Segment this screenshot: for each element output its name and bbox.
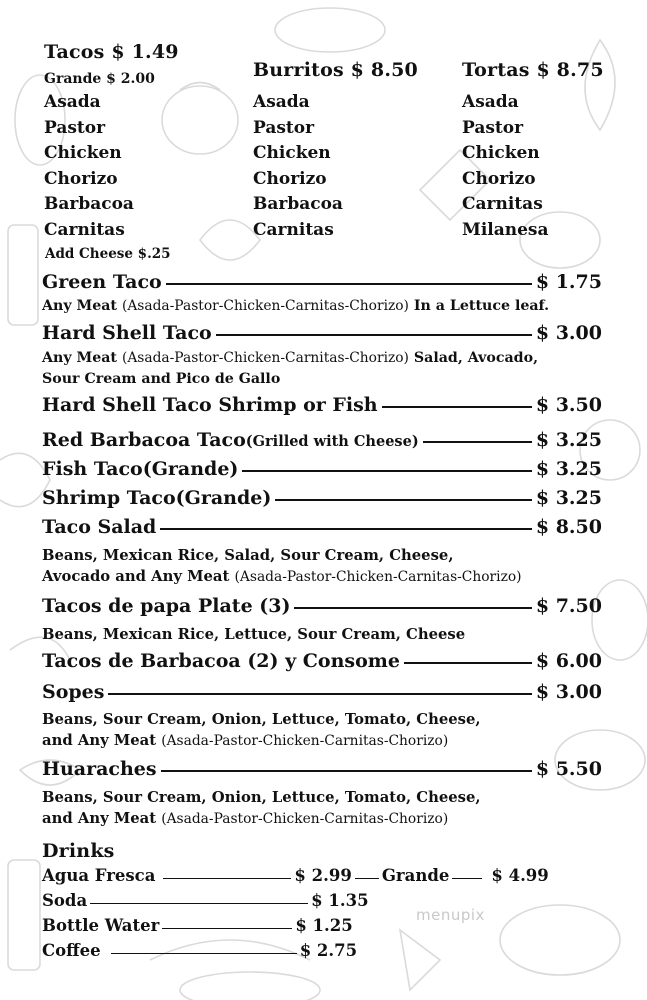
leader-line [111, 953, 297, 954]
list-item: Carnitas [253, 219, 334, 240]
list-item: Chorizo [44, 168, 118, 189]
item-name: Shrimp Taco(Grande) [42, 487, 272, 509]
taco-salad-desc: Beans, Mexican Rice, Salad, Sour Cream, Cheese, Avocado and Any Meat (Asada-Pastor-Chicken-Carnitas-Chorizo) [42, 547, 522, 585]
item-price: $ 3.00 [535, 322, 602, 344]
item-name: Taco Salad [42, 516, 157, 538]
list-item: Chicken [253, 143, 331, 163]
list-item: Carnitas [462, 194, 543, 214]
leader-line [452, 878, 482, 879]
leader-line [163, 878, 291, 879]
drink-price: $ 1.35 [311, 891, 369, 910]
menu-item-shrimp-taco [42, 487, 602, 509]
menu-item-huaraches [42, 758, 602, 780]
leader-line [382, 406, 532, 408]
menu-item-red-barbacoa [42, 429, 602, 451]
list-item: Pastor [253, 117, 315, 138]
list-item: Chicken [44, 143, 122, 163]
drink-name: Agua Fresca [42, 866, 156, 885]
leader-line [423, 441, 532, 443]
leader-line [404, 662, 532, 664]
drink-name: Bottle Water [42, 916, 160, 935]
list-item: Asada [462, 92, 519, 112]
leader-line [160, 528, 532, 530]
item-name: Sopes [42, 681, 105, 703]
tacos-de-papa-desc: Beans, Mexican Rice, Lettuce, Sour Cream, Cheese [42, 626, 466, 643]
drink-price: $ 2.75 [299, 941, 358, 960]
drink-price: $ 2.99 [294, 866, 352, 885]
item-name: Huaraches [42, 758, 157, 780]
menu-item-taco-salad [42, 516, 602, 538]
huaraches-desc: Beans, Sour Cream, Onion, Lettuce, Tomato, Cheese, and Any Meat (Asada-Pastor-Chicken-Carnitas-Chorizo) [42, 789, 481, 827]
list-item: Carnitas [44, 219, 125, 240]
menu-item-hard-shell-taco [42, 322, 602, 344]
list-item: Barbacoa [253, 194, 343, 214]
item-price: $ 3.25 [535, 458, 602, 480]
tacos-list [44, 90, 134, 243]
list-item: Pastor [462, 117, 524, 138]
leader-line [275, 499, 532, 501]
item-name: Fish Taco(Grande) [42, 458, 239, 480]
leader-line [108, 693, 531, 695]
leader-line [242, 470, 531, 472]
drink-grande-label: Grande [381, 866, 450, 885]
item-name: Hard Shell Taco Shrimp or Fish [42, 394, 378, 416]
tacos-title: Tacos $ 1.49 [44, 41, 179, 63]
list-item: Milanesa [462, 219, 549, 240]
item-name: Tacos de Barbacoa (2) y Consome [42, 650, 400, 672]
item-name: Red Barbacoa Taco(Grilled with Cheese) [42, 429, 419, 451]
hard-shell-desc: Any Meat (Asada-Pastor-Chicken-Carnitas-Chorizo) Salad, Avocado, Sour Cream and Pico de Gallo [42, 350, 539, 387]
menu-item-green-taco [42, 271, 602, 293]
drink-name: Coffee [42, 941, 101, 960]
item-price: $ 8.50 [535, 516, 602, 538]
item-price: $ 1.75 [535, 271, 602, 293]
tortas-title: Tortas $ 8.75 [462, 59, 604, 81]
list-item: Chorizo [253, 168, 327, 189]
leader-line [161, 770, 532, 772]
menu-item-fish-taco [42, 458, 602, 480]
drink-name: Soda [42, 891, 88, 910]
item-price: $ 3.25 [535, 429, 602, 451]
leader-line [90, 903, 308, 904]
leader-line [216, 334, 532, 336]
drink-bottle-water [42, 916, 353, 935]
list-item: Pastor [44, 117, 106, 138]
green-taco-desc: Any Meat (Asada-Pastor-Chicken-Carnitas-Chorizo) In a Lettuce leaf. [42, 298, 550, 314]
drink-price: $ 1.25 [295, 916, 353, 935]
list-item: Asada [44, 92, 101, 112]
menu-item-sopes [42, 681, 602, 703]
drinks-title: Drinks [42, 840, 115, 862]
drink-grande-price: $ 4.99 [491, 866, 549, 885]
item-price: $ 7.50 [535, 595, 602, 617]
list-item: Chicken [462, 143, 540, 163]
item-price: $ 3.50 [535, 394, 602, 416]
item-price: $ 6.00 [535, 650, 602, 672]
drink-soda [42, 891, 369, 910]
item-name: Hard Shell Taco [42, 322, 212, 344]
list-item: Barbacoa [44, 194, 134, 214]
burritos-list [253, 90, 343, 243]
item-price: $ 5.50 [535, 758, 602, 780]
tacos-grande-label: Grande $ 2.00 [44, 71, 155, 87]
item-price: $ 3.00 [535, 681, 602, 703]
item-name: Green Taco [42, 271, 162, 293]
menu-item-tacos-de-barbacoa [42, 650, 602, 672]
item-price: $ 3.25 [535, 487, 602, 509]
drink-agua-fresca [42, 866, 549, 885]
menu-item-tacos-de-papa [42, 595, 602, 617]
add-cheese-note: Add Cheese $.25 [45, 246, 171, 262]
burritos-title: Burritos $ 8.50 [253, 59, 418, 81]
list-item: Chorizo [462, 168, 536, 189]
list-item: Asada [253, 92, 310, 112]
leader-line [355, 878, 379, 879]
drink-coffee [42, 941, 357, 960]
item-name: Tacos de papa Plate (3) [42, 595, 291, 617]
watermark: menupix [416, 906, 485, 924]
leader-line [294, 607, 531, 609]
menu-item-hard-shell-shrimp [42, 394, 602, 416]
leader-line [162, 928, 292, 929]
leader-line [166, 283, 532, 285]
sopes-desc: Beans, Sour Cream, Onion, Lettuce, Tomato, Cheese, and Any Meat (Asada-Pastor-Chicken-Carnitas-Chorizo) [42, 711, 481, 749]
tortas-list [462, 90, 549, 243]
